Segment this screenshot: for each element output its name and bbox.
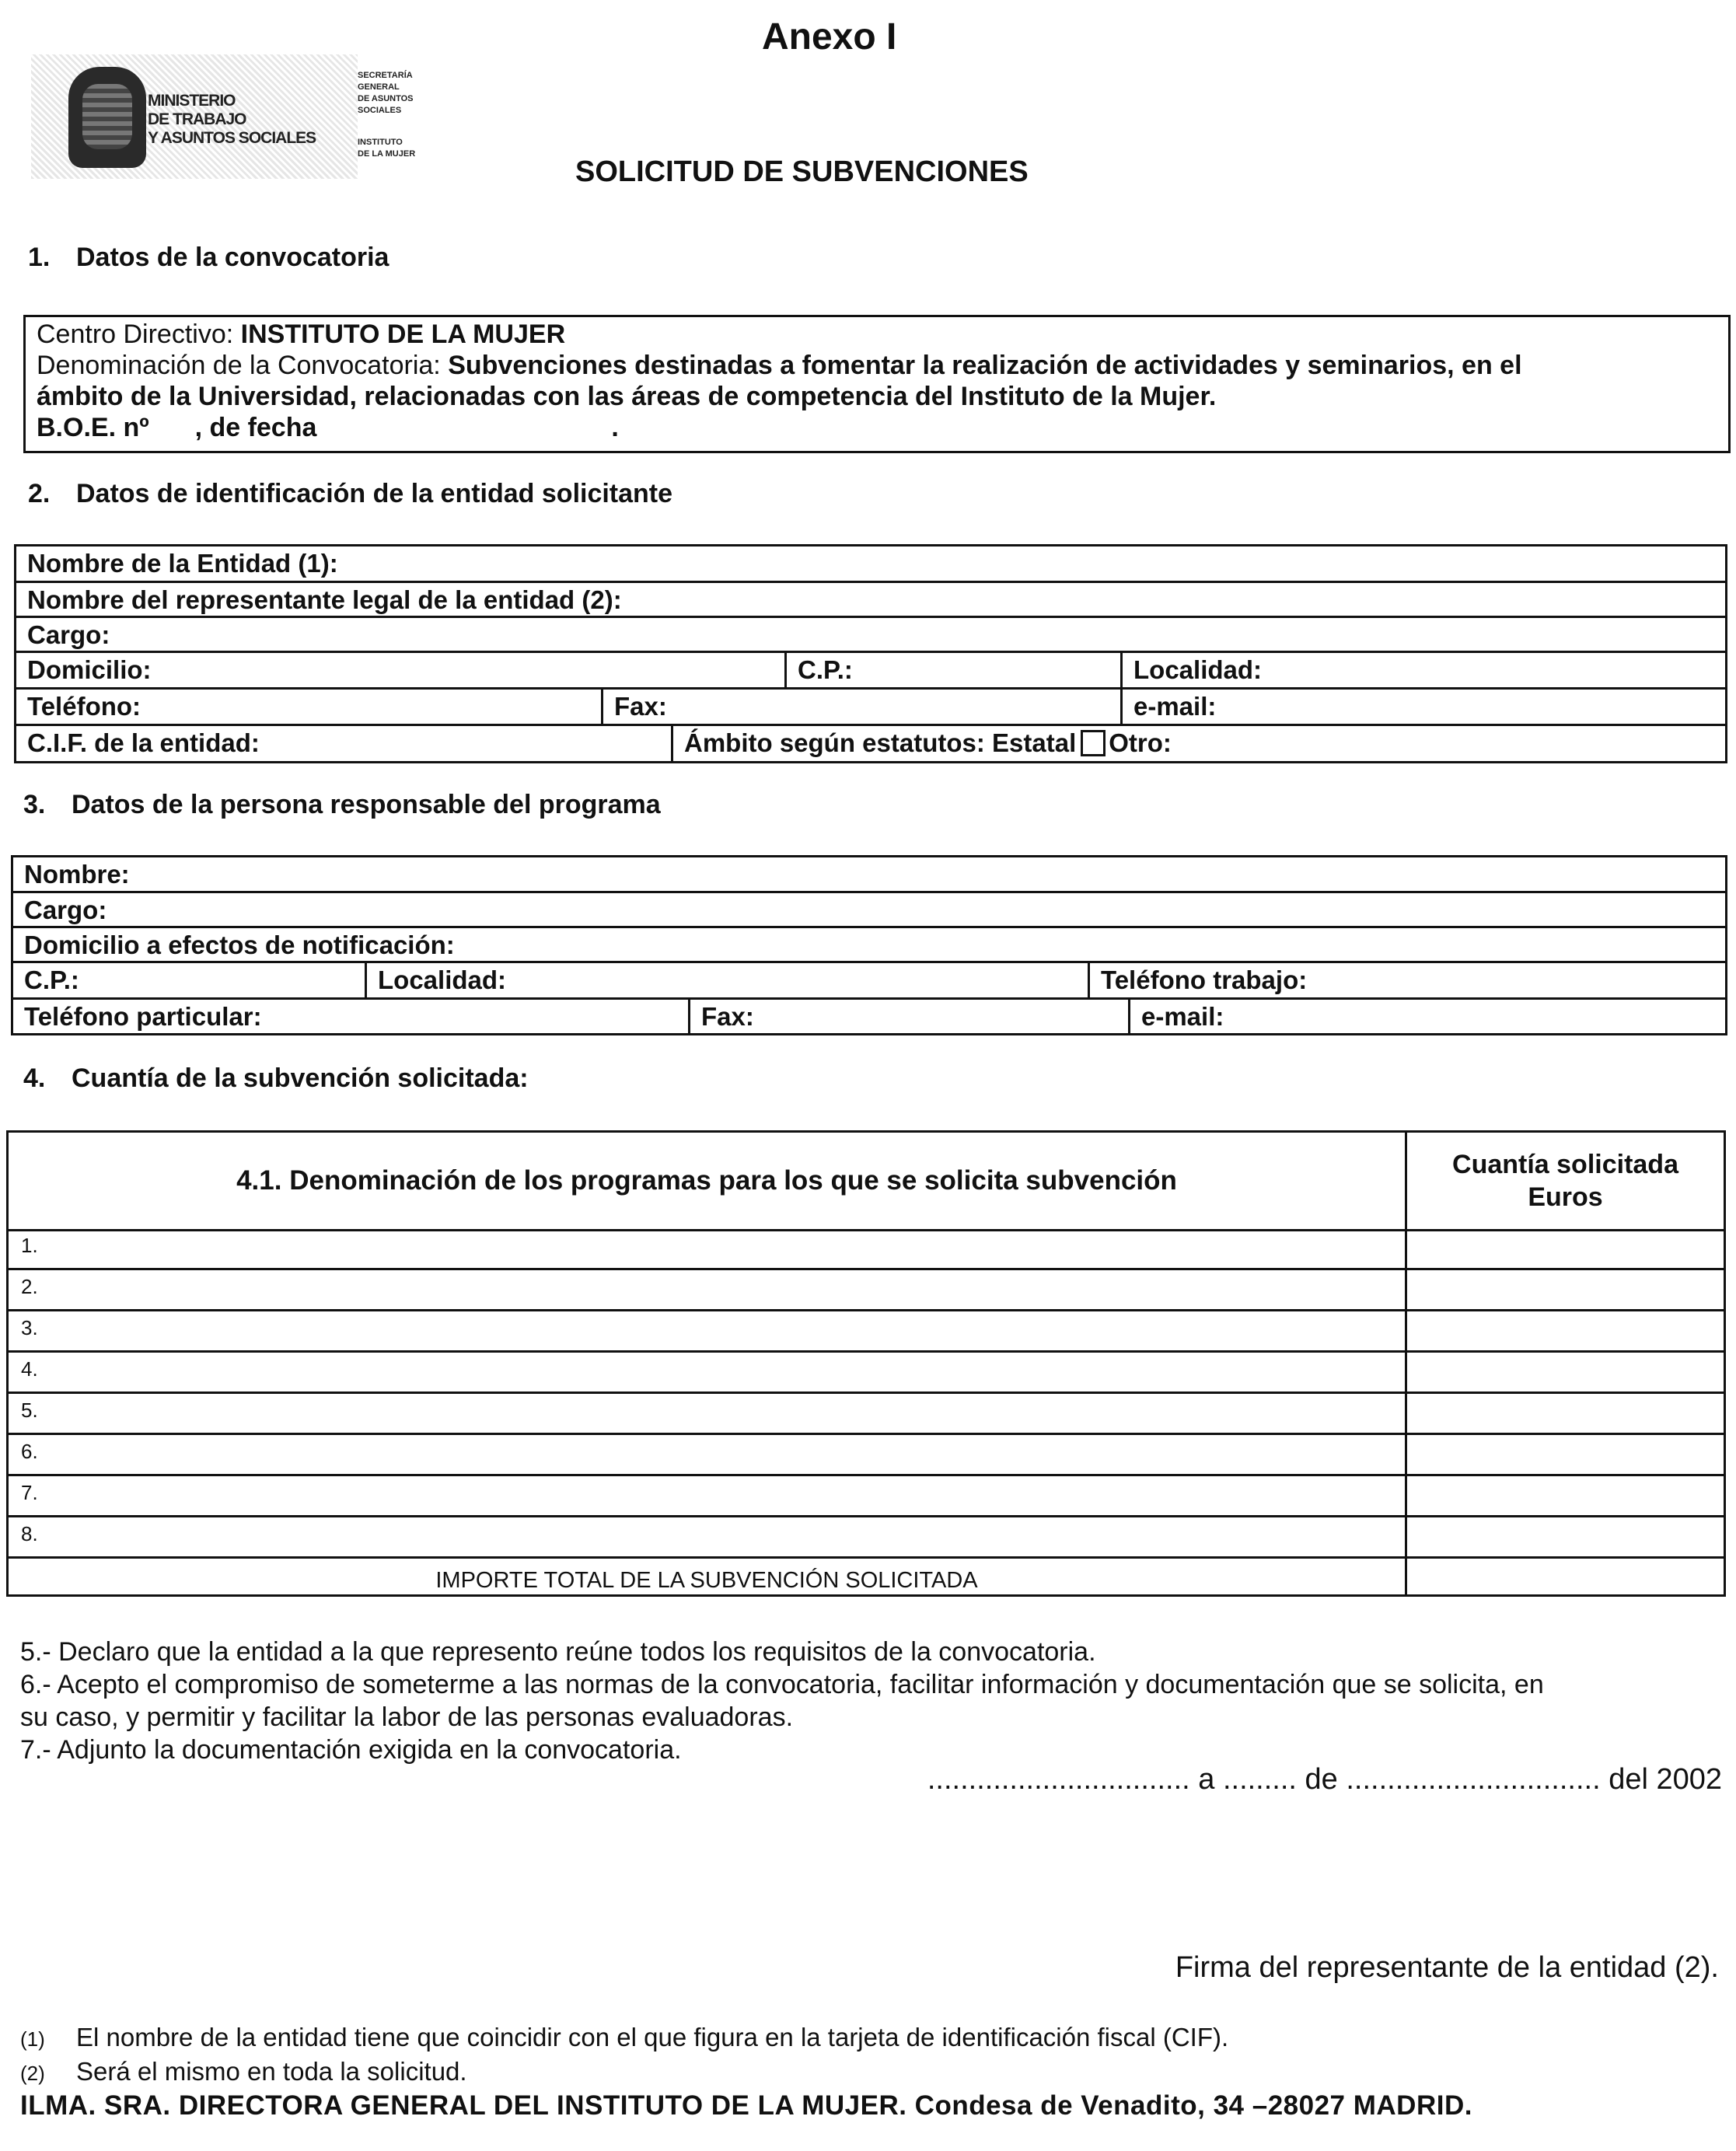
boe-label: B.O.E. nº xyxy=(37,413,149,442)
amount-cell[interactable] xyxy=(1405,1353,1724,1392)
programas-header-denominacion: 4.1. Denominación de los programas para los que se solicita subvención xyxy=(236,1165,1177,1196)
table-row[interactable] xyxy=(9,1229,1724,1270)
logo-ministry-text xyxy=(148,92,365,148)
responsable-row-domicilio xyxy=(13,928,1725,963)
total-label: IMPORTE TOTAL DE LA SUBVENCIÓN SOLICITADA xyxy=(435,1568,978,1593)
responsable-row-cp xyxy=(13,963,1725,1000)
boe-fecha-label: , de fecha xyxy=(194,413,317,442)
section2-title: Datos de identificación de la entidad solicitante xyxy=(76,479,673,508)
declarations xyxy=(20,1636,1723,1766)
cargo-field[interactable]: Cargo: xyxy=(27,620,110,649)
annex-title: Anexo I xyxy=(762,16,897,58)
responsable-cp-field[interactable]: C.P.: xyxy=(24,966,79,994)
denominacion-label: Denominación de la Convocatoria: xyxy=(37,351,441,380)
responsable-localidad-field[interactable]: Localidad: xyxy=(365,963,1088,997)
representante-legal-field[interactable]: Nombre del representante legal de la entidad (2): xyxy=(27,585,622,614)
footnote-2 xyxy=(20,2055,1472,2090)
centro-directivo-value: INSTITUTO DE LA MUJER xyxy=(240,320,566,349)
programas-table xyxy=(6,1130,1726,1597)
total-row xyxy=(9,1559,1724,1597)
responsable-row-telefono xyxy=(13,1000,1725,1035)
section3-number: 3. xyxy=(23,790,46,819)
row-number: 3. xyxy=(21,1316,38,1339)
table-row[interactable] xyxy=(9,1517,1724,1559)
recipient-address: ILMA. SRA. DIRECTORA GENERAL DEL INSTITUTO DE LA MUJER. Condesa de Venadito, 34 –28027 MADRID. xyxy=(20,2090,1472,2121)
localidad-field[interactable]: Localidad: xyxy=(1120,653,1725,687)
amount-cell[interactable] xyxy=(1405,1311,1724,1350)
row-number: 8. xyxy=(21,1522,38,1545)
fax-field[interactable]: Fax: xyxy=(601,690,1120,724)
boe-line xyxy=(37,412,1717,443)
cuantia-header-line1: Cuantía solicitada xyxy=(1452,1150,1678,1179)
denominacion-value: Subvenciones destinadas a fomentar la realización de actividades y seminarios, en el xyxy=(448,351,1522,380)
telefono-field[interactable]: Teléfono: xyxy=(27,692,141,721)
amount-cell[interactable] xyxy=(1405,1394,1724,1433)
logo-instituto-line: INSTITUTO xyxy=(358,138,403,147)
amount-cell[interactable] xyxy=(1405,1476,1724,1515)
logo-ministry-line: MINISTERIO xyxy=(148,92,236,110)
logo-secretaria-line: GENERAL xyxy=(358,82,400,92)
telefono-particular-field[interactable]: Teléfono particular: xyxy=(24,1002,262,1031)
programas-table-header xyxy=(9,1133,1724,1231)
footnote-2-text: Será el mismo en toda la solicitud. xyxy=(76,2057,467,2086)
responsable-fax-field[interactable]: Fax: xyxy=(688,1000,1128,1035)
denominacion-line xyxy=(37,350,1717,381)
declaration-6-line2: su caso, y permitir y facilitar la labor de las personas evaluadoras. xyxy=(20,1702,794,1732)
section4-heading xyxy=(23,1063,529,1094)
cif-field[interactable]: C.I.F. de la entidad: xyxy=(27,728,260,757)
logo-secretaria-line: SECRETARÍA xyxy=(358,71,413,80)
footnote-1-text: El nombre de la entidad tiene que coincidir con el que figura en la tarjeta de identificación fiscal (CIF). xyxy=(76,2023,1229,2051)
centro-directivo-label: Centro Directivo: xyxy=(37,320,234,349)
responsable-cargo-field[interactable]: Cargo: xyxy=(24,896,107,924)
footnote-2-mark: (2) xyxy=(20,2062,45,2085)
responsable-nombre-field[interactable]: Nombre: xyxy=(24,860,130,889)
otro-checkbox[interactable] xyxy=(1081,730,1106,756)
logo-ministry-line: Y ASUNTOS SOCIALES xyxy=(148,129,316,147)
section1-title: Datos de la convocatoria xyxy=(76,243,389,272)
cuantia-header-line2: Euros xyxy=(1528,1182,1603,1212)
section2-number: 2. xyxy=(28,479,51,508)
row-number: 7. xyxy=(21,1481,38,1504)
footnote-1 xyxy=(20,2021,1472,2055)
centro-directivo-line xyxy=(37,319,1717,350)
table-row[interactable] xyxy=(9,1476,1724,1517)
section1-heading xyxy=(28,243,389,273)
table-row[interactable] xyxy=(9,1394,1724,1435)
footnote-1-mark: (1) xyxy=(20,2027,45,2051)
row-number: 2. xyxy=(21,1275,38,1298)
table-row[interactable] xyxy=(9,1435,1724,1476)
amount-cell[interactable] xyxy=(1405,1229,1724,1268)
row-number: 5. xyxy=(21,1398,38,1422)
row-number: 4. xyxy=(21,1357,38,1381)
logo-secretaria-text xyxy=(358,70,466,160)
entidad-row-nombre xyxy=(16,546,1725,583)
logo-instituto-line: DE LA MUJER xyxy=(358,149,416,159)
ambito-field xyxy=(671,726,1725,763)
responsable-row-cargo xyxy=(13,893,1725,928)
table-row[interactable] xyxy=(9,1311,1724,1353)
declaration-5: 5.- Declaro que la entidad a la que represento reúne todos los requisitos de la convocatoria. xyxy=(20,1637,1096,1667)
responsable-email-field[interactable]: e-mail: xyxy=(1128,1000,1725,1035)
row-number: 1. xyxy=(21,1234,38,1257)
section4-number: 4. xyxy=(23,1063,46,1093)
amount-cell[interactable] xyxy=(1405,1270,1724,1309)
ambito-label: Ámbito según estatutos: Estatal xyxy=(684,728,1077,757)
responsable-domicilio-field[interactable]: Domicilio a efectos de notificación: xyxy=(24,931,455,959)
amount-cell[interactable] xyxy=(1405,1517,1724,1556)
nombre-entidad-field[interactable]: Nombre de la Entidad (1): xyxy=(27,549,338,578)
section1-number: 1. xyxy=(28,243,51,272)
convocatoria-box xyxy=(23,315,1731,453)
logo-secretaria-line: DE ASUNTOS xyxy=(358,94,414,103)
cp-field[interactable]: C.P.: xyxy=(784,653,1120,687)
otro-label: Otro: xyxy=(1109,728,1172,757)
logo-secretaria-line: SOCIALES xyxy=(358,106,402,115)
responsable-row-nombre xyxy=(13,857,1725,893)
entidad-row-telefono xyxy=(16,690,1725,726)
total-amount-cell[interactable] xyxy=(1405,1559,1724,1597)
signature-label: Firma del representante de la entidad (2). xyxy=(1175,1951,1719,1984)
entidad-row-cif xyxy=(16,726,1725,763)
footnotes xyxy=(20,2021,1472,2122)
date-place-line[interactable]: ................................ a ......... de ............................... del 2002 xyxy=(927,1763,1722,1796)
declaration-7: 7.- Adjunto la documentación exigida en la convocatoria. xyxy=(20,1735,682,1765)
declaration-6-line1: 6.- Acepto el compromiso de someterme a las normas de la convocatoria, facilitar información y documentación que se solicita, en xyxy=(20,1670,1544,1699)
section4-title: Cuantía de la subvención solicitada: xyxy=(72,1063,529,1093)
entidad-form xyxy=(14,544,1727,763)
logo-ministry-line: DE TRABAJO xyxy=(148,110,246,128)
table-row[interactable] xyxy=(9,1353,1724,1394)
ministry-logo xyxy=(31,47,466,187)
denominacion-value-continued: ámbito de la Universidad, relacionadas con las áreas de competencia del Instituto de la Mujer. xyxy=(37,382,1217,411)
section3-heading xyxy=(23,790,661,820)
entidad-row-domicilio xyxy=(16,653,1725,690)
amount-cell[interactable] xyxy=(1405,1435,1724,1474)
section2-heading xyxy=(28,479,672,509)
row-number: 6. xyxy=(21,1440,38,1463)
coat-of-arms-icon xyxy=(68,67,146,168)
domicilio-field[interactable]: Domicilio: xyxy=(27,655,152,684)
section3-title: Datos de la persona responsable del programa xyxy=(72,790,661,819)
email-field[interactable]: e-mail: xyxy=(1120,690,1725,724)
table-row[interactable] xyxy=(9,1270,1724,1311)
programas-header-cuantia xyxy=(1405,1133,1724,1229)
entidad-row-representante xyxy=(16,583,1725,618)
entidad-row-cargo xyxy=(16,618,1725,653)
boe-fecha-end: . xyxy=(611,413,619,442)
form-title: SOLICITUD DE SUBVENCIONES xyxy=(575,155,1029,188)
responsable-form xyxy=(11,855,1727,1035)
telefono-trabajo-field[interactable]: Teléfono trabajo: xyxy=(1088,963,1725,997)
